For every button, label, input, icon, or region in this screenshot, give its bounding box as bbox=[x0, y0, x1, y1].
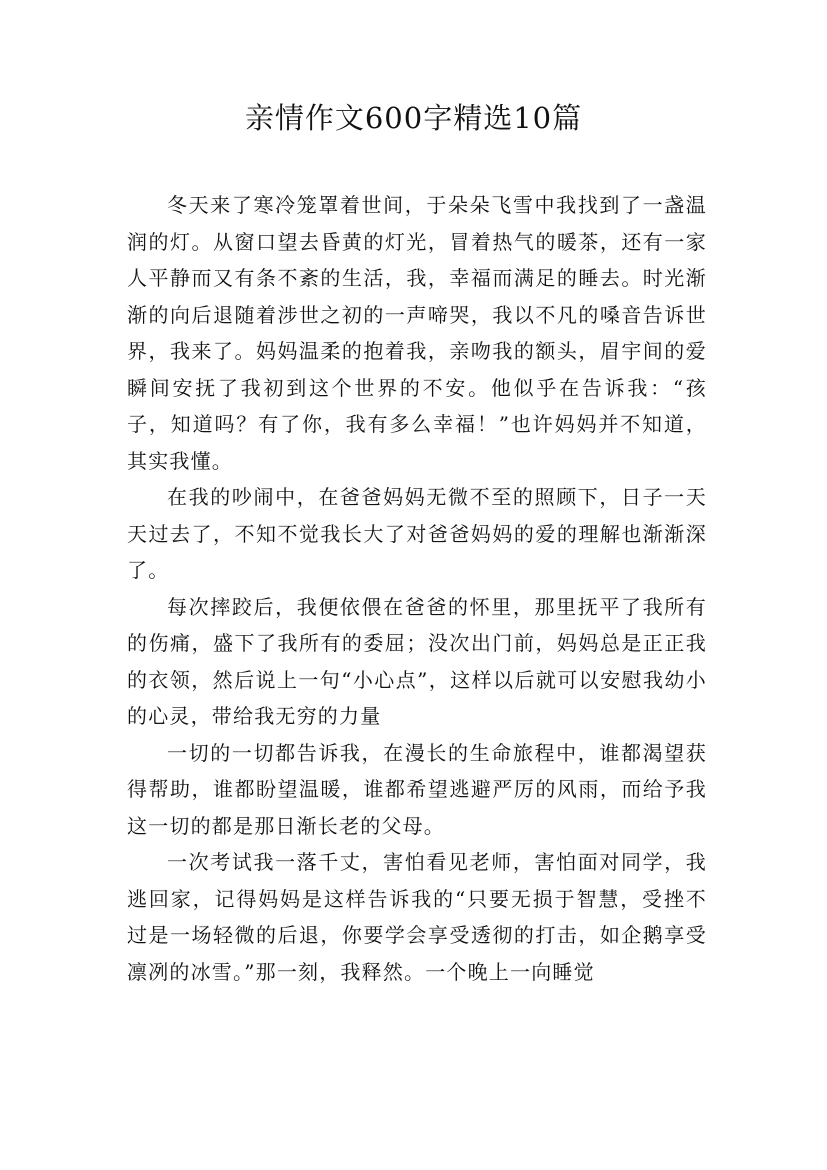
paragraph-4: 一切的一切都告诉我，在漫长的生命旅程中，谁都渴望获得帮助，谁都盼望温暖，谁都希望逃避严厉的风雨，而给予我这一切的都是那日渐长老的父母。 bbox=[127, 740, 707, 838]
paragraph-1: 冬天来了寒冷笼罩着世间，于朵朵飞雪中我找到了一盏温润的灯。从窗口望去昏黄的灯光，冒着热气的暖茶，还有一家人平静而又有条不紊的生活，我，幸福而满足的睡去。时光渐渐的向后退随着涉世之初的一声啼哭，我以不凡的嗓音告诉世界，我来了。妈妈温柔的抱着我，亲吻我的额头，眉宇间的爱瞬间安抚了我初到这个世界的不安。他似乎在告诉我：“孩子，知道吗？有了你，我有多么幸福！”也许妈妈并不知道，其实我懂。 bbox=[127, 193, 707, 473]
document-title: 亲情作文600字精选10篇 bbox=[244, 101, 583, 135]
paragraph-3: 每次摔跤后，我便依偎在爸爸的怀里，那里抚平了我所有的伤痛，盛下了我所有的委屈；没次出门前，妈妈总是正正我的衣领，然后说上一句“小心点”，这样以后就可以安慰我幼小的心灵，带给我无穷的力量 bbox=[127, 594, 707, 728]
paragraph-5: 一次考试我一落千丈，害怕看见老师，害怕面对同学，我逃回家，记得妈妈是这样告诉我的“只要无损于智慧，受挫不过是一场轻微的后退，你要学会享受透彻的打击，如企鹅享受凛冽的冰雪。”那一刻，我释然。一个晚上一向睡觉 bbox=[127, 850, 707, 984]
paragraph-2: 在我的吵闹中，在爸爸妈妈无微不至的照顾下，日子一天天过去了，不知不觉我长大了对爸爸妈妈的爱的理解也渐渐深了。 bbox=[127, 485, 707, 582]
document-body bbox=[127, 187, 707, 990]
